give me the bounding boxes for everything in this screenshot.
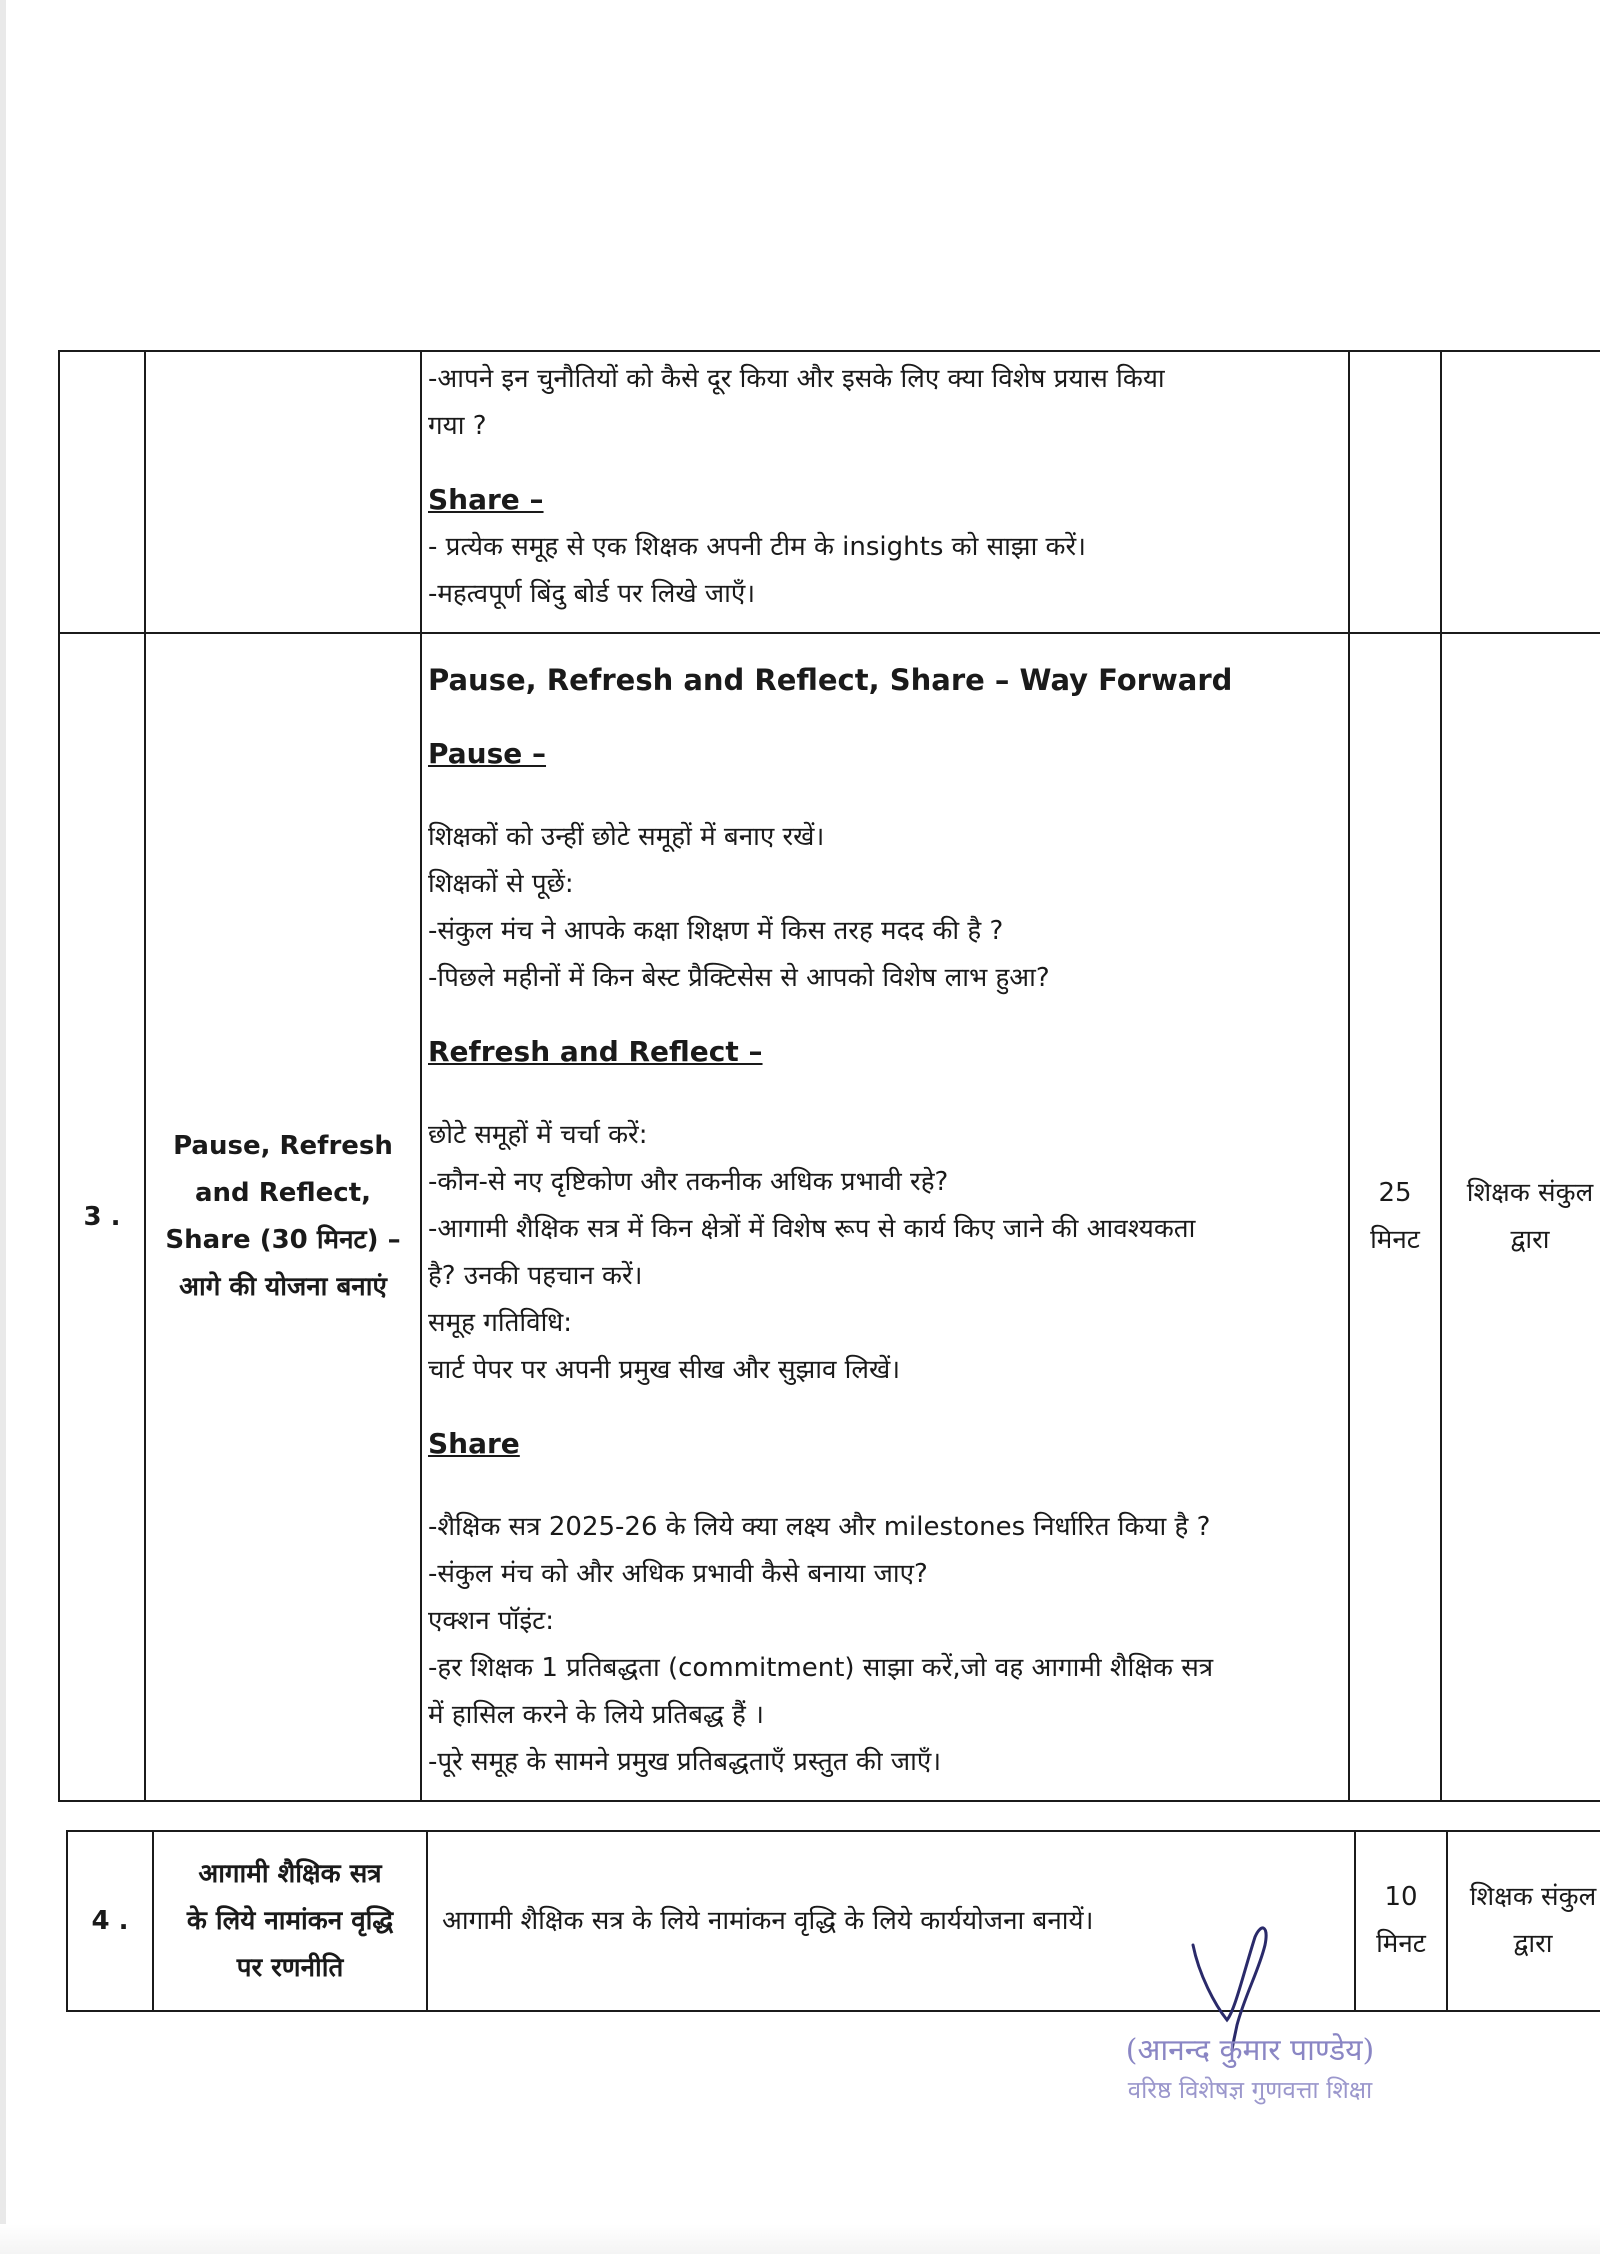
by-line: द्वारा (1513, 1929, 1553, 1959)
content-line: एक्शन पॉइंट: (428, 1606, 555, 1636)
by-line: द्वारा (1510, 1225, 1550, 1255)
share-heading: Share (428, 1427, 520, 1460)
cell-number-empty (59, 351, 145, 633)
content-line: समूह गतिविधि: (428, 1308, 573, 1338)
content-line: - प्रत्येक समूह से एक शिक्षक अपनी टीम के insights को साझा करें। (428, 532, 1087, 562)
content-line: -हर शिक्षक 1 प्रतिबद्धता (commitment) साझा करें,जो वह आगामी शैक्षिक सत्र (428, 1653, 1214, 1683)
table-row-continued (59, 351, 1600, 633)
duration-value: 25 (1378, 1178, 1412, 1208)
title-line: Share (30 मिनट) – (165, 1225, 401, 1255)
duration-value: 10 (1384, 1882, 1418, 1912)
official-stamp (1100, 2030, 1400, 2108)
content-line: -आगामी शैक्षिक सत्र में किन क्षेत्रों में विशेष रूप से कार्य किए जाने की आवश्यकता (428, 1214, 1196, 1244)
content-line: -पिछले महीनों में किन बेस्ट प्रैक्टिसेस से आपको विशेष लाभ हुआ? (428, 963, 1050, 993)
content-line: -संकुल मंच को और अधिक प्रभावी कैसे बनाया जाए? (428, 1559, 928, 1589)
share-heading: Share – (428, 483, 544, 516)
content-line: -कौन-से नए दृष्टिकोण और तकनीक अधिक प्रभावी रहे? (428, 1167, 949, 1197)
stamp-name: (आनन्द कुमार पाण्डेय) (1125, 2033, 1375, 2068)
content-line: -संकुल मंच ने आपके कक्षा शिक्षण में किस तरह मदद की है ? (428, 916, 1004, 946)
content-line: -पूरे समूह के सामने प्रमुख प्रतिबद्धताएँ प्रस्तुत की जाएँ। (428, 1747, 942, 1777)
content-line: शिक्षकों से पूछें: (428, 869, 574, 899)
cell-content-continued (421, 351, 1349, 633)
duration-unit: मिनट (1370, 1225, 1420, 1255)
content-line: आगामी शैक्षिक सत्र के लिये नामांकन वृद्धि के लिये कार्ययोजना बनायें। (442, 1905, 1094, 1936)
scan-edge (0, 0, 6, 2254)
content-line: छोटे समूहों में चर्चा करें: (428, 1120, 648, 1150)
row-duration (1355, 1831, 1447, 2011)
by-line: शिक्षक संकुल (1469, 1882, 1597, 1912)
content-line: में हासिल करने के लिये प्रतिबद्ध हैं । (428, 1700, 764, 1730)
duration-unit: मिनट (1376, 1929, 1426, 1959)
title-line: पर रणनीति (236, 1952, 344, 1983)
content-line: शिक्षकों को उन्हीं छोटे समूहों में बनाए रखें। (428, 822, 825, 852)
title-line: and Reflect, (195, 1178, 371, 1208)
table-row-4 (67, 1831, 1600, 2011)
row-number: 4 . (67, 1831, 153, 2011)
activity-table-top (58, 350, 1600, 1802)
cell-duration-empty (1349, 351, 1441, 633)
content-line: -महत्वपूर्ण बिंदु बोर्ड पर लिखे जाएँ। (428, 579, 756, 609)
row-duration (1349, 633, 1441, 1801)
row-number: 3 . (59, 633, 145, 1801)
content-line: गया ? (428, 411, 487, 441)
content-line: -शैक्षिक सत्र 2025-26 के लिये क्या लक्ष्य और milestones निर्धारित किया है ? (428, 1512, 1211, 1542)
cell-title-empty (145, 351, 421, 633)
row-title (145, 633, 421, 1801)
title-line: Pause, Refresh (173, 1131, 393, 1161)
content-line: चार्ट पेपर पर अपनी प्रमुख सीख और सुझाव लिखें। (428, 1355, 901, 1385)
by-line: शिक्षक संकुल (1466, 1178, 1594, 1208)
content-line: है? उनकी पहचान करें। (428, 1261, 643, 1291)
title-line: के लिये नामांकन वृद्धि (186, 1905, 394, 1936)
row-conducted-by (1447, 1831, 1600, 2011)
stamp-designation: वरिष्ठ विशेषज्ञ गुणवत्ता शिक्षा (1127, 2076, 1373, 2104)
section-heading: Pause, Refresh and Reflect, Share – Way Forward (428, 663, 1233, 697)
content-line: -आपने इन चुनौतियों को कैसे दूर किया और इसके लिए क्या विशेष प्रयास किया (428, 364, 1165, 394)
row-title (153, 1831, 427, 2011)
title-line: आगे की योजना बनाएं (179, 1272, 387, 1302)
title-line: आगामी शैक्षिक सत्र (198, 1858, 382, 1889)
scan-bottom-shadow (0, 2224, 1600, 2254)
cell-by-empty (1441, 351, 1600, 633)
row-conducted-by (1441, 633, 1600, 1801)
activity-table-bottom (66, 1830, 1600, 2012)
pause-heading: Pause – (428, 737, 547, 770)
reflect-heading: Refresh and Reflect – (428, 1035, 763, 1068)
cell-content (421, 633, 1349, 1801)
table-row-3 (59, 633, 1600, 1801)
